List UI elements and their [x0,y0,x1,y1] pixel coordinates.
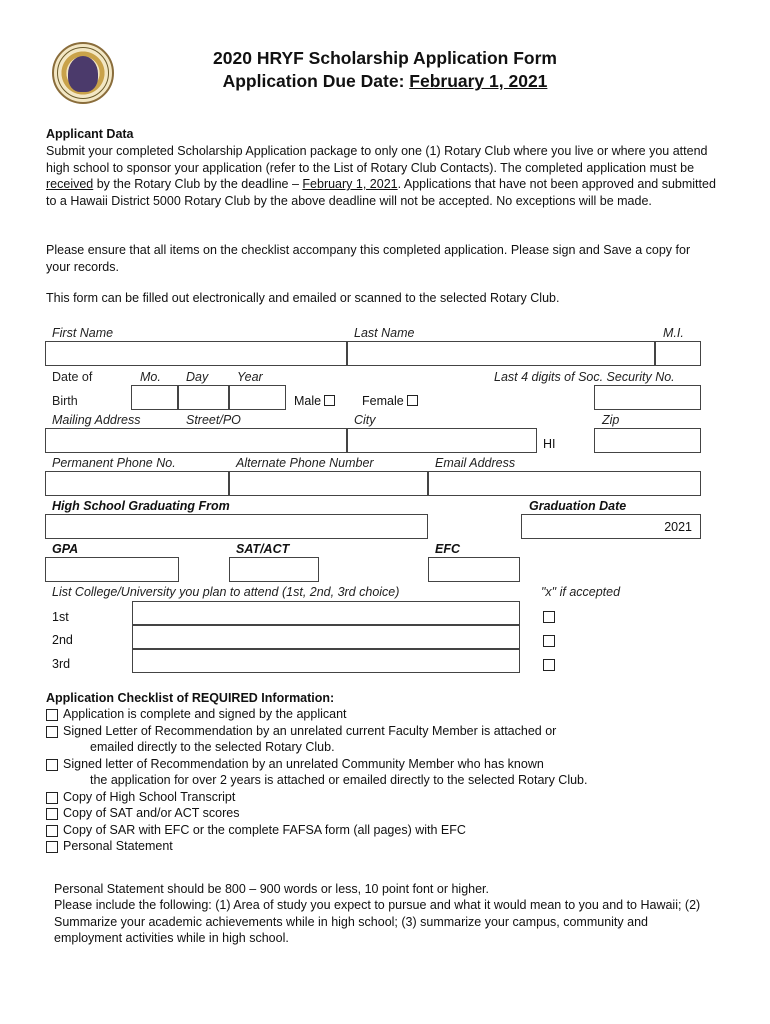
graduation-date-label: Graduation Date [529,499,627,513]
choice-3-label: 3rd [52,657,71,671]
checklist-6-text: Copy of SAR with EFC or the complete FAFSA form (all pages) with EFC [63,823,466,837]
efc-field[interactable] [428,557,520,582]
checklist-1-text: Application is complete and signed by the applicant [63,707,347,721]
male-radio[interactable] [324,395,335,406]
male-label: Male [294,394,322,408]
last-name-field[interactable] [347,341,655,366]
street-po-label: Street/PO [186,413,241,427]
zip-label: Zip [602,413,620,427]
first-name-field[interactable] [45,341,347,366]
checklist-6-checkbox[interactable] [46,825,58,837]
title-line-1: 2020 HRYF Scholarship Application Form [213,48,557,68]
alternate-phone-field[interactable] [229,471,428,496]
male-option[interactable] [294,394,335,408]
checklist-7-checkbox[interactable] [46,841,58,853]
alternate-phone-label: Alternate Phone Number [236,456,374,470]
para1-received: received [46,177,94,191]
intro-paragraph-3: This form can be filled out electronically and emailed or scanned to the selected Rotary Club. [46,291,560,305]
female-label: Female [362,394,404,408]
gpa-field[interactable] [45,557,179,582]
checklist-4-text: Copy of High School Transcript [63,790,236,804]
checklist-3-text: Signed letter of Recommendation by an unrelated Community Member who has known [63,757,544,771]
sat-act-label: SAT/ACT [236,542,290,556]
choice-2-label: 2nd [52,633,73,647]
high-school-field[interactable] [45,514,428,539]
checklist-7-text: Personal Statement [63,839,173,853]
birth-year-field[interactable] [229,385,286,410]
zip-field[interactable] [594,428,701,453]
para1-part-a: Submit your completed Scholarship Application package to only one (1) Rotary Club where you live or where you attend high school to sponsor your application (refer to the List of Rotary Club Contacts). The completed application must be [46,144,708,175]
accepted-3-checkbox[interactable] [543,659,555,671]
accepted-2-checkbox[interactable] [543,635,555,647]
due-date: February 1, 2021 [409,71,548,91]
college-choice-3-field[interactable] [132,649,520,673]
permanent-phone-label: Permanent Phone No. [52,456,176,470]
statement-line-1: Personal Statement should be 800 – 900 words or less, 10 point font or higher. [54,882,489,896]
mailing-address-label: Mailing Address [52,413,141,427]
checklist-3-checkbox[interactable] [46,759,58,771]
checklist-2-text: Signed Letter of Recommendation by an unrelated current Faculty Member is attached or [63,724,557,738]
mi-label: M.I. [663,326,684,340]
choice-1-label: 1st [52,610,69,624]
checklist-5-checkbox[interactable] [46,808,58,820]
para1-part-c: . Applications that have not been approved and submitted to a Hawaii District 5000 Rotary Club by the above deadline will not be accepted. No exceptions will be made. [46,177,716,208]
college-list-label: List College/University you plan to attend (1st, 2nd, 3rd choice) [52,585,400,599]
graduation-date-field[interactable]: 2021 [521,514,701,539]
college-choice-1-field[interactable] [132,601,520,625]
sat-act-field[interactable] [229,557,319,582]
mi-field[interactable] [655,341,701,366]
due-date-prefix: Application Due Date: [222,71,410,91]
email-label: Email Address [435,456,516,470]
high-school-label: High School Graduating From [52,499,230,513]
checklist-4-checkbox[interactable] [46,792,58,804]
para1-deadline: February 1, 2021 [302,177,398,191]
ssn-field[interactable] [594,385,701,410]
checklist-heading: Application Checklist of REQUIRED Information: [46,691,335,705]
year-label: Year [237,370,263,384]
female-radio[interactable] [407,395,418,406]
accepted-1-checkbox[interactable] [543,611,555,623]
checklist-2-checkbox[interactable] [46,726,58,738]
state-value: HI [543,437,556,451]
intro-paragraph-2: Please ensure that all items on the checklist accompany this completed application. Please sign and Save a copy for your records. [46,243,691,274]
applicant-data-heading: Applicant Data [46,127,134,141]
statement-instructions: Please include the following: (1) Area of study you expect to pursue and what it would mean to you and to Hawaii; (2) Summarize your academic achievements while in high school; (3) summarize your campus, community and employment activities while in high school. [54,898,701,945]
permanent-phone-field[interactable] [45,471,229,496]
gpa-label: GPA [52,542,79,556]
para1-part-b: by the Rotary Club by the deadline – [93,177,303,191]
city-field[interactable] [347,428,537,453]
date-of-label: Date of [52,370,93,384]
accepted-label: "x" if accepted [541,585,621,599]
birth-month-field[interactable] [131,385,178,410]
intro-paragraph-1 [46,143,716,209]
checklist-3-text-cont: the application for over 2 years is attached or emailed directly to the selected Rotary Club. [90,773,588,787]
last-name-label: Last Name [354,326,415,340]
checklist-5-text: Copy of SAT and/or ACT scores [63,806,240,820]
birth-day-field[interactable] [178,385,229,410]
day-label: Day [186,370,209,384]
female-option[interactable] [362,394,418,408]
birth-label: Birth [52,394,78,408]
college-choice-2-field[interactable] [132,625,520,649]
form-title [0,48,770,92]
title-line-2 [0,71,770,92]
ssn-label: Last 4 digits of Soc. Security No. [494,370,675,384]
checklist-1-checkbox[interactable] [46,709,58,721]
month-label: Mo. [140,370,161,384]
efc-label: EFC [435,542,460,556]
checklist-2-text-cont: emailed directly to the selected Rotary Club. [90,740,335,754]
city-label: City [354,413,376,427]
email-field[interactable] [428,471,701,496]
street-field[interactable] [45,428,347,453]
first-name-label: First Name [52,326,114,340]
